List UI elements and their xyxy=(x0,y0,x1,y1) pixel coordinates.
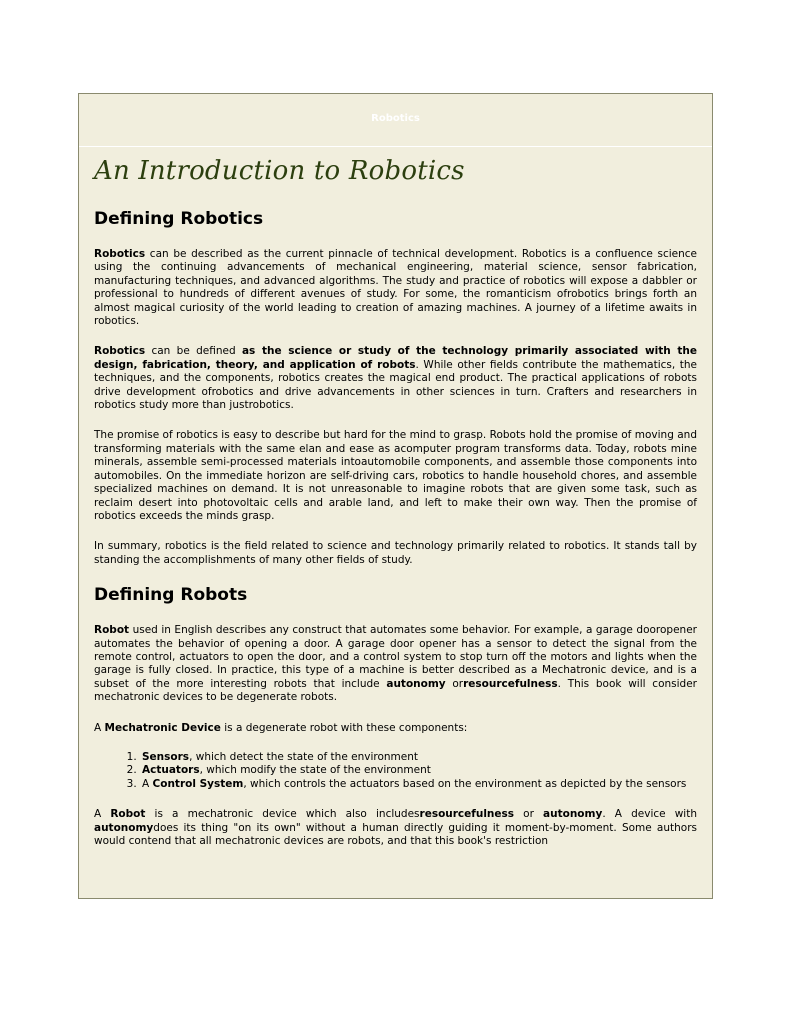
bold-term: Control System xyxy=(152,777,244,790)
paragraph-text: or xyxy=(445,677,464,690)
bold-term: Sensors xyxy=(142,750,190,763)
paragraph-text: . This book will consider mechatronic devices to be degenerate robots. xyxy=(94,677,697,704)
list-item-text: , which detect the state of the environment xyxy=(189,750,418,763)
paragraph-text: . A device with xyxy=(602,808,697,821)
list-item xyxy=(140,751,697,764)
bold-term: autonomy xyxy=(94,821,154,834)
paragraph xyxy=(94,248,697,328)
bold-term: Mechatronic Device xyxy=(104,721,221,734)
page-title: An Introduction to Robotics xyxy=(94,156,465,186)
paragraph-text: is a mechatronic device which also includes xyxy=(145,808,420,821)
bold-term: Robot xyxy=(110,808,146,821)
bold-term: Robot xyxy=(94,624,130,637)
section-heading-defining-robotics: Defining Robotics xyxy=(94,209,264,229)
list-item-text: , which modify the state of the environment xyxy=(199,764,431,777)
bold-term: Robotics xyxy=(94,345,146,358)
paragraph xyxy=(94,624,697,704)
list-item xyxy=(140,778,697,791)
paragraph-text: . While other fields contribute the mathematics, the techniques, and the components, robotics creates the magical end product. The practical applications of robots drive development ofrobotics and drive advancements in other sciences in turn. Crafters and researchers in robotics study more than justrobotics. xyxy=(94,358,697,412)
list-item-text: , which controls the actuators based on the environment as depicted by the sensors xyxy=(243,777,687,790)
header-band xyxy=(79,94,712,147)
paragraph-text: used in English describes any construct that automates some behavior. For example, a garage dooropener automates the behavior of opening a door. A garage door opener has a sensor to detect the signal from the remote control, actuators to open the door, and a control system to stop turn off the motors and lights when the garage is fully closed. In practice, this type of a machine is better described as a Mechatronic device, and is a subset of the more interesting robots that include xyxy=(94,624,697,690)
page-frame xyxy=(78,93,713,899)
list-item xyxy=(140,764,697,777)
paragraph-text: or xyxy=(514,808,544,821)
paragraph-text: can be defined xyxy=(145,345,242,358)
bold-term: resourcefulness xyxy=(419,808,515,821)
paragraph-text: A xyxy=(94,808,111,821)
bold-term: resourcefulness xyxy=(463,677,558,690)
component-list xyxy=(94,751,697,791)
bold-term: Actuators xyxy=(142,764,200,777)
list-item-text: A xyxy=(142,777,153,790)
paragraph-text: does its thing "on its own" without a human directly guiding it moment-by-moment. Some authors would contend that all mechatronic devices are robots, and that this book's restriction xyxy=(94,821,697,847)
paragraph-text: A xyxy=(94,721,105,734)
paragraph xyxy=(94,808,697,848)
paragraph-text: can be described as the current pinnacle of technical development. Robotics is a confluence science using the continuing advancements of mechanical engineering, material science, sensor fabrication, manufacturing techniques, and advanced algorithms. The study and practice of robotics will expose a dabbler or professional to hundreds of different avenues of study. For some, the romanticism ofrobotics brings forth an almost magical curiosity of the world leading to creation of amazing machines. A journey of a lifetime awaits in robotics. xyxy=(94,248,697,328)
bold-definition: as the science or study of the technology primarily associated with the design, fabrication, theory, and application of robots xyxy=(94,345,697,371)
paragraph: The promise of robotics is easy to describe but hard for the mind to grasp. Robots hold the promise of moving and transforming materials with the same elan and ease as acomputer program transforms data. Today, robots mine minerals, assemble semi-processed materials intoautomobile components, and assemble those components into automobiles. On the immediate horizon are self-driving cars, robotics to handle household chores, and assemble specialized machines on demand. It is not unreasonable to imagine robots that are given some task, such as reclaim desert into photovoltaic cells and arable land, and left to make their own way. Then the promise of robotics exceeds the minds grasp. xyxy=(94,429,697,522)
bold-term: Robotics xyxy=(94,248,146,260)
paragraph-text: is a degenerate robot with these components: xyxy=(220,721,468,734)
document-body xyxy=(94,154,697,865)
header-title: Robotics xyxy=(371,113,420,124)
paragraph xyxy=(94,722,697,735)
section-heading-defining-robots: Defining Robots xyxy=(94,585,248,606)
paragraph: In summary, robotics is the field related to science and technology primarily related to robotics. It stands tall by standing the accomplishments of many other fields of study. xyxy=(94,540,697,566)
paragraph xyxy=(94,345,697,412)
bold-term: autonomy xyxy=(386,677,446,690)
bold-term: autonomy xyxy=(543,808,603,821)
